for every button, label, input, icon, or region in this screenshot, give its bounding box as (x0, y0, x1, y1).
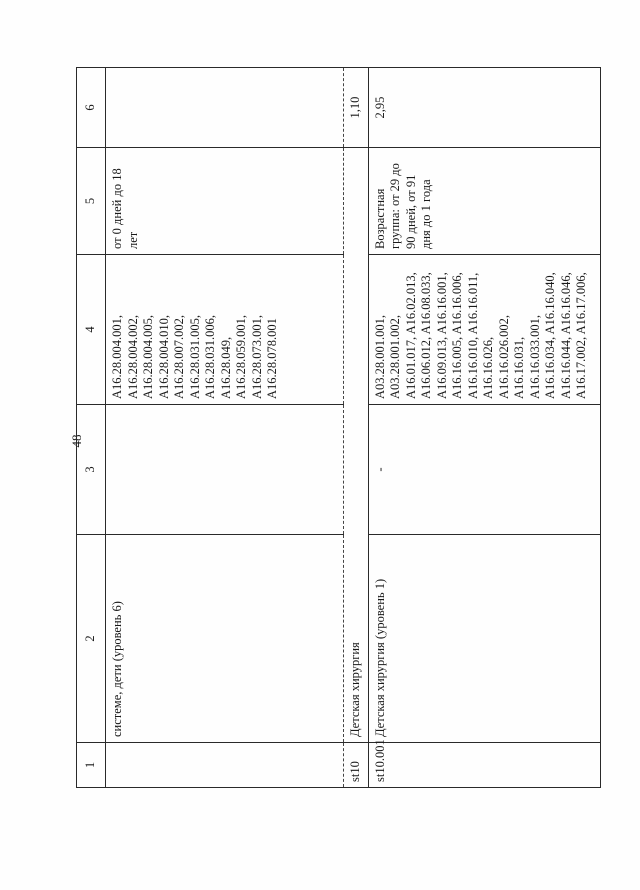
service-code: A16.28.004.001, (110, 314, 124, 399)
tariff-table (76, 67, 601, 788)
name-cell: Детская хирургия (уровень 1) (368, 535, 600, 743)
col3-cell (106, 405, 344, 535)
table-viewport (76, 68, 588, 788)
service-code: A16.28.073.001, (249, 314, 264, 399)
service-code: A16.28.059.001, (234, 314, 248, 399)
header-cell: 1 (77, 743, 106, 788)
coefficient-cell: 2,95 (368, 68, 600, 148)
service-code: A16.16.033.001, (527, 314, 542, 399)
page-number: 48 (69, 434, 84, 448)
header-cell: 3 (77, 405, 106, 535)
services-list (373, 260, 590, 399)
code-cell: st10.001 (368, 743, 600, 788)
service-code: A03.28.001.001, (372, 314, 387, 399)
service-code: A16.28.078.001 (265, 318, 279, 399)
header-cell: 5 (77, 148, 106, 255)
service-code: A16.06.012, A16.08.033, (419, 272, 433, 399)
table-header-row (77, 68, 106, 788)
service-code: A16.16.005, A16.16.006, (450, 272, 464, 399)
service-code: A16.16.026.002, (496, 314, 511, 399)
section-name-cell: Детская хирургия (344, 148, 369, 743)
service-code: A16.16.044, A16.16.046, (558, 272, 573, 399)
service-code: A16.28.049, (218, 336, 233, 399)
service-code: A16.28.031.006, (203, 314, 217, 399)
service-code: A16.17.002, A16.17.006, (574, 272, 588, 399)
coefficient-cell (106, 68, 344, 148)
service-code: A16.28.004.010, (156, 314, 171, 399)
criteria-cell: от 0 дней до 18 лет (106, 148, 344, 255)
rotated-table-container (76, 68, 588, 788)
service-code: A16.09.013, A16.16.001, (434, 272, 449, 399)
service-code: A16.28.031.005, (187, 314, 202, 399)
service-code: A16.16.034, A16.16.040, (543, 272, 557, 399)
services-cell (368, 255, 600, 405)
code-cell (106, 743, 344, 788)
service-code: A16.16.026, (481, 336, 495, 399)
service-code: A03.28.001.002, (388, 314, 402, 399)
name-cell: системе, дети (уровень 6) (106, 535, 344, 743)
header-cell: 6 (77, 68, 106, 148)
header-cell: 2 (77, 535, 106, 743)
section-coefficient-cell: 1,10 (344, 68, 369, 148)
criteria-cell: Возрастная группа: от 29 до 90 дней, от 91 дня до 1 года (368, 148, 600, 255)
table-row (106, 68, 344, 788)
service-code: A16.28.004.005, (141, 314, 155, 399)
services-list (110, 260, 281, 399)
table-row (368, 68, 600, 788)
service-code: A16.16.031, (512, 336, 526, 399)
services-cell (106, 255, 344, 405)
service-code: A16.28.007.002, (172, 314, 186, 399)
header-cell: 4 (77, 255, 106, 405)
service-code: A16.28.004.002, (125, 314, 140, 399)
service-code: A16.16.010, A16.16.011, (465, 272, 480, 399)
section-code-cell: st10 (344, 743, 369, 788)
service-code: A16.01.017, A16.02.013, (403, 272, 418, 399)
col3-cell: - (368, 405, 600, 535)
section-row (344, 68, 369, 788)
